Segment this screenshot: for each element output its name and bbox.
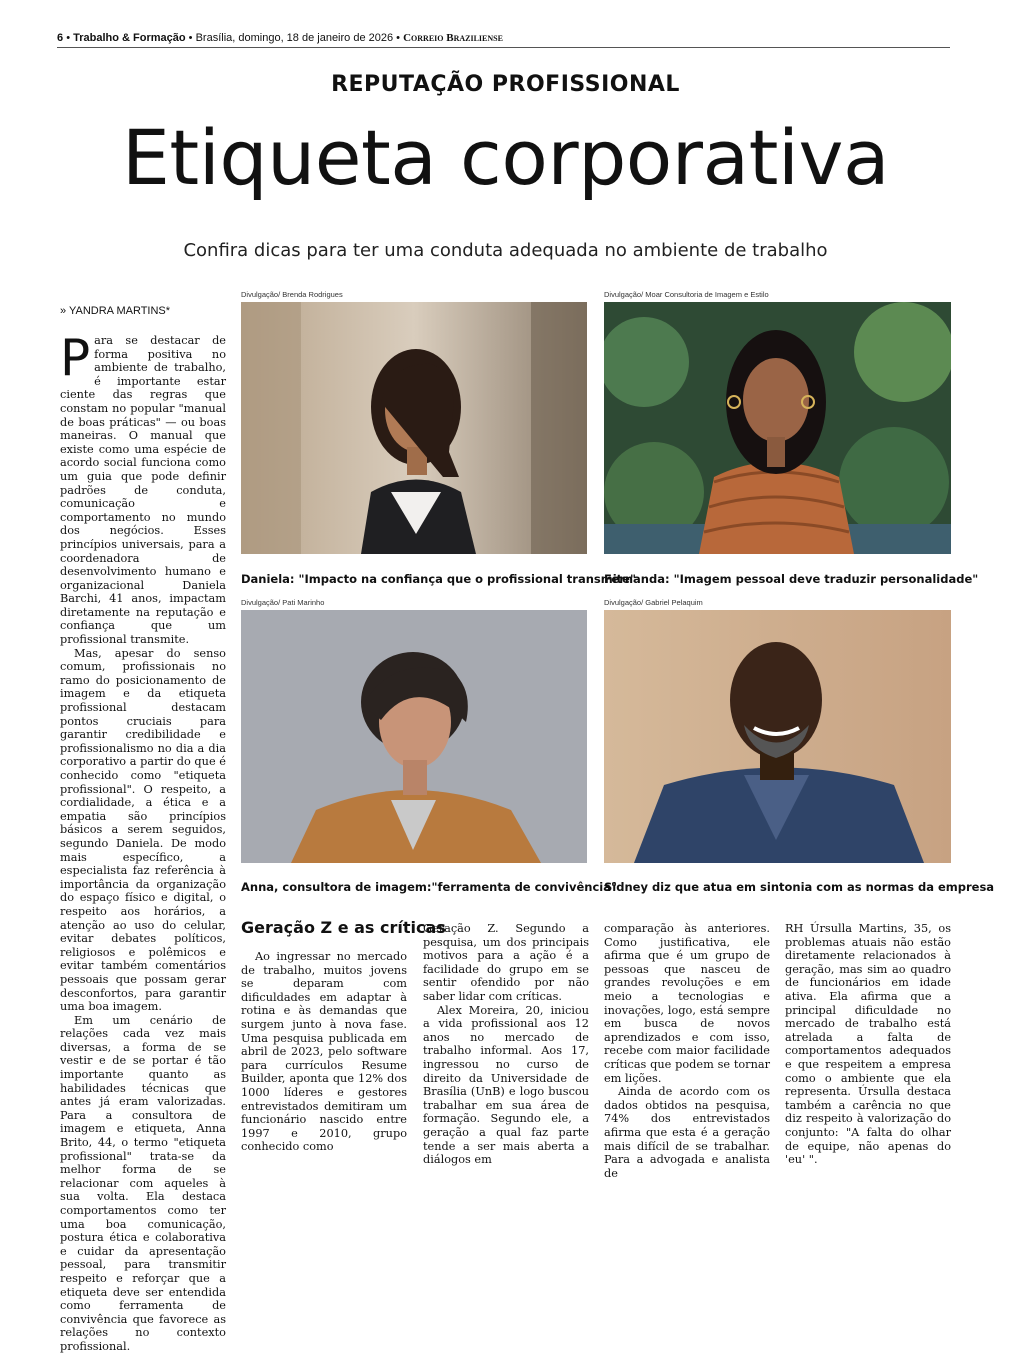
photo-credit: Divulgação/ Pati Marinho bbox=[241, 598, 325, 607]
photo-caption: Anna, consultora de imagem:"ferramenta de convivência" bbox=[241, 880, 617, 894]
paragraph: Mas, apesar do senso comum, profissionais no ramo do posicionamento de imagem e da etiqueta profissional destacam pontos cruciais para garantir credibilidade e profissionalismo no dia a dia corporativo a partir do que é conhecido como "etiqueta profissional". O respeito, a cordialidade, a ética e a empatia são princípios básicos a serem seguidos, segundo Daniela. De modo mais específico, a especialista faz referência à importância da organização do espaço físico e digital, o respeito aos horários, a atenção ao uso do celular, evitar debates políticos, religiosos e polêmicos e evitar também comentários pessoais que possam gerar desconfortos, para garantir uma boa imagem. bbox=[60, 646, 226, 1014]
paragraph: comparação às anteriores. Como justificativa, ele afirma que é um grupo de pessoas que nasceu de grandes revoluções e em meio a tecnologias e inovações, logo, está sempre em busca de novos aprendizados e com isso, recebe com maior facilidade críticas que podem se tornar em lições. bbox=[604, 922, 770, 1085]
photo-caption: Sidney diz que atua em sintonia com as normas da empresa bbox=[604, 880, 995, 894]
article-column-4 bbox=[604, 922, 770, 1180]
photo-credit: Divulgação/ Brenda Rodrigues bbox=[241, 290, 343, 299]
subheadline: Confira dicas para ter uma conduta adequada no ambiente de trabalho bbox=[183, 240, 828, 261]
photo-fernanda bbox=[604, 302, 951, 554]
photo-daniela bbox=[241, 302, 587, 554]
dateline: Brasília, domingo, 18 de janeiro de 2026 bbox=[195, 32, 394, 44]
photo-caption: Fernanda: "Imagem pessoal deve traduzir personalidade" bbox=[604, 572, 979, 586]
photo-anna bbox=[241, 610, 587, 863]
header-rule bbox=[57, 47, 950, 48]
paragraph: Alex Moreira, 20, iniciou a vida profissional aos 12 anos no mercado de trabalho informal. Aos 17, ingressou no curso de direito da Universidade de Brasília (UnB) e logo buscou trabalhar em sua área de formação. Segundo ele, a geração a qual faz parte tende a ser mais aberta a diálogos em bbox=[423, 1003, 589, 1167]
paragraph: Geração Z. Segundo a pesquisa, um dos principais motivos para a ação é a facilidade do grupo em se sentir ofendido por não saber lidar com críticas. bbox=[423, 922, 589, 1003]
photo-credit: Divulgação/ Gabriel Pelaquim bbox=[604, 598, 703, 607]
kicker: REPUTAÇÃO PROFISSIONAL bbox=[331, 72, 680, 97]
section-name: Trabalho & Formação bbox=[73, 32, 186, 44]
article-column-2 bbox=[241, 950, 407, 1154]
paragraph: Ainda de acordo com os dados obtidos na pesquisa, 74% dos entrevistados afirma que esta é a geração mais difícil de se trabalhar. Para a advogada e analista de bbox=[604, 1085, 770, 1180]
newspaper-name: Correio Braziliense bbox=[403, 32, 503, 44]
page-number: 6 bbox=[57, 32, 64, 44]
byline: » YANDRA MARTINS* bbox=[60, 305, 171, 317]
drop-cap: P bbox=[60, 329, 91, 387]
paragraph: Em um cenário de relações cada vez mais diversas, a forma de se vestir e de se portar é tão importante quanto as habilidades técnicas que antes já eram valorizadas. Para a consultora de imagem e etiqueta, Anna Brito, 44, o termo "etiqueta profissional" trata-se da melhor forma de se relacionar com aqueles à sua volta. Ela destaca comportamentos como ter uma boa comunicação, postura ética e colaborativa e cuidar da apresentação pessoal, para transmitir respeito e reforçar que a etiqueta deve ser entendida como ferramenta de convivência que favorece as relações no contexto profissional. bbox=[60, 1013, 226, 1353]
page-header: 6 • Trabalho & Formação • Brasília, domingo, 18 de janeiro de 2026 • Correio Braziliense bbox=[57, 32, 503, 44]
photo-sidney bbox=[604, 610, 951, 863]
paragraph: RH Úrsulla Martins, 35, os problemas atuais não estão diretamente relacionados à geração, mas sim ao quadro de funcionários em idade ativa. Ela afirma que a principal dificuldade no mercado de trabalho está atrelada a falta de comportamentos adequados e que respeitem a empresa como o ambiente que ela representa. Úrsulla destaca também a carência no que diz respeito à valorização do conjunto: "A falta do olhar de equipe, não apenas do 'eu' ". bbox=[785, 922, 951, 1167]
paragraph: ara se destacar de forma positiva no ambiente de trabalho, é importante estar ciente das regras que constam no popular "manual de boas práticas" — ou boas maneiras. O manual que existe como uma espécie de acordo social funciona como um guia que pode definir padrões de conduta, comunicação e comportamento no mundo dos negócios. Esses princípios universais, para a coordenadora de desenvolvimento humano e organizacional Daniela Barchi, 41 anos, impactam diretamente na reputação e confiança que um profissional transmite. bbox=[60, 334, 226, 647]
headline: Etiqueta corporativa bbox=[121, 113, 890, 202]
section-title: Geração Z e as críticas bbox=[241, 918, 446, 937]
paragraph: Ao ingressar no mercado de trabalho, muitos jovens se deparam com dificuldades em adaptar à rotina e às demandas que surgem junto à nova fase. Uma pesquisa publicada em abril de 2023, pelo software para currículos Resume Builder, aponta que 12% dos 1000 líderes e gestores entrevistados demitiram um funcionário nascido entre 1997 e 2010, grupo conhecido como bbox=[241, 950, 407, 1154]
article-column-5 bbox=[785, 922, 951, 1167]
article-column-3 bbox=[423, 922, 589, 1167]
photo-caption: Daniela: "Impacto na confiança que o profissional transmite" bbox=[241, 572, 636, 586]
article-column-1 bbox=[60, 329, 226, 1353]
photo-credit: Divulgação/ Moar Consultoria de Imagem e Estilo bbox=[604, 290, 769, 299]
